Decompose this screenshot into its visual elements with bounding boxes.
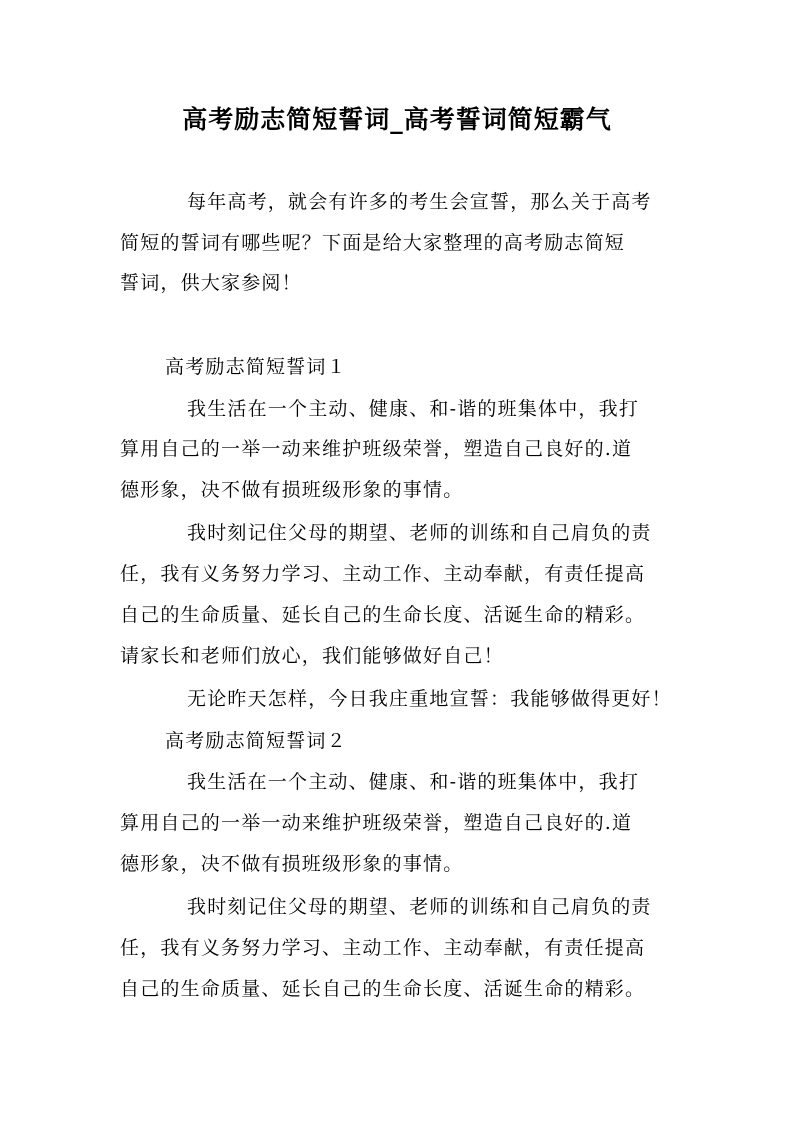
section-1-p1-line-1: 我生活在一个主动、健康、和-谐的班集体中，我打 bbox=[187, 398, 640, 420]
section-1-p3: 无论昨天怎样，今日我庄重地宣誓：我能够做得更好！ bbox=[187, 688, 672, 710]
section-1-p1-line-3: 德形象，决不做有损班级形象的事情。 bbox=[120, 479, 464, 501]
section-1-p2-line-2: 任，我有义务努力学习、主动工作、主动奉献，有责任提高 bbox=[120, 563, 646, 585]
section-2-p2-line-1: 我时刻记住父母的期望、老师的训练和自己肩负的责 bbox=[187, 896, 652, 918]
intro-line-3: 誓词，供大家参阅！ bbox=[120, 272, 302, 294]
section-1-heading: 高考励志简短誓词１ bbox=[165, 356, 347, 378]
document-title: 高考励志简短誓词_高考誓词简短霸气 bbox=[182, 105, 612, 134]
intro-line-1: 每年高考，就会有许多的考生会宣誓，那么关于高考 bbox=[187, 191, 652, 213]
section-2-p1-line-1: 我生活在一个主动、健康、和-谐的班集体中，我打 bbox=[187, 771, 640, 793]
section-1-p2-line-3: 自己的生命质量、延长自己的生命长度、活诞生命的精彩。 bbox=[120, 604, 646, 626]
section-2-p2-line-3: 自己的生命质量、延长自己的生命长度、活诞生命的精彩。 bbox=[120, 978, 646, 1000]
section-2-p1-line-2: 算用自己的一举一动来维护班级荣誉，塑造自己良好的.道 bbox=[120, 812, 633, 834]
intro-line-2: 简短的誓词有哪些呢？下面是给大家整理的高考励志简短 bbox=[120, 232, 626, 254]
section-2-p1-line-3: 德形象，决不做有损班级形象的事情。 bbox=[120, 853, 464, 875]
section-1-p2-line-4: 请家长和老师们放心，我们能够做好自己！ bbox=[120, 645, 504, 667]
section-2-heading: 高考励志简短誓词２ bbox=[165, 730, 347, 752]
section-1-p2-line-1: 我时刻记住父母的期望、老师的训练和自己肩负的责 bbox=[187, 522, 652, 544]
section-2-p2-line-2: 任，我有义务努力学习、主动工作、主动奉献，有责任提高 bbox=[120, 937, 646, 959]
section-1-p1-line-2: 算用自己的一举一动来维护班级荣誉，塑造自己良好的.道 bbox=[120, 438, 633, 460]
